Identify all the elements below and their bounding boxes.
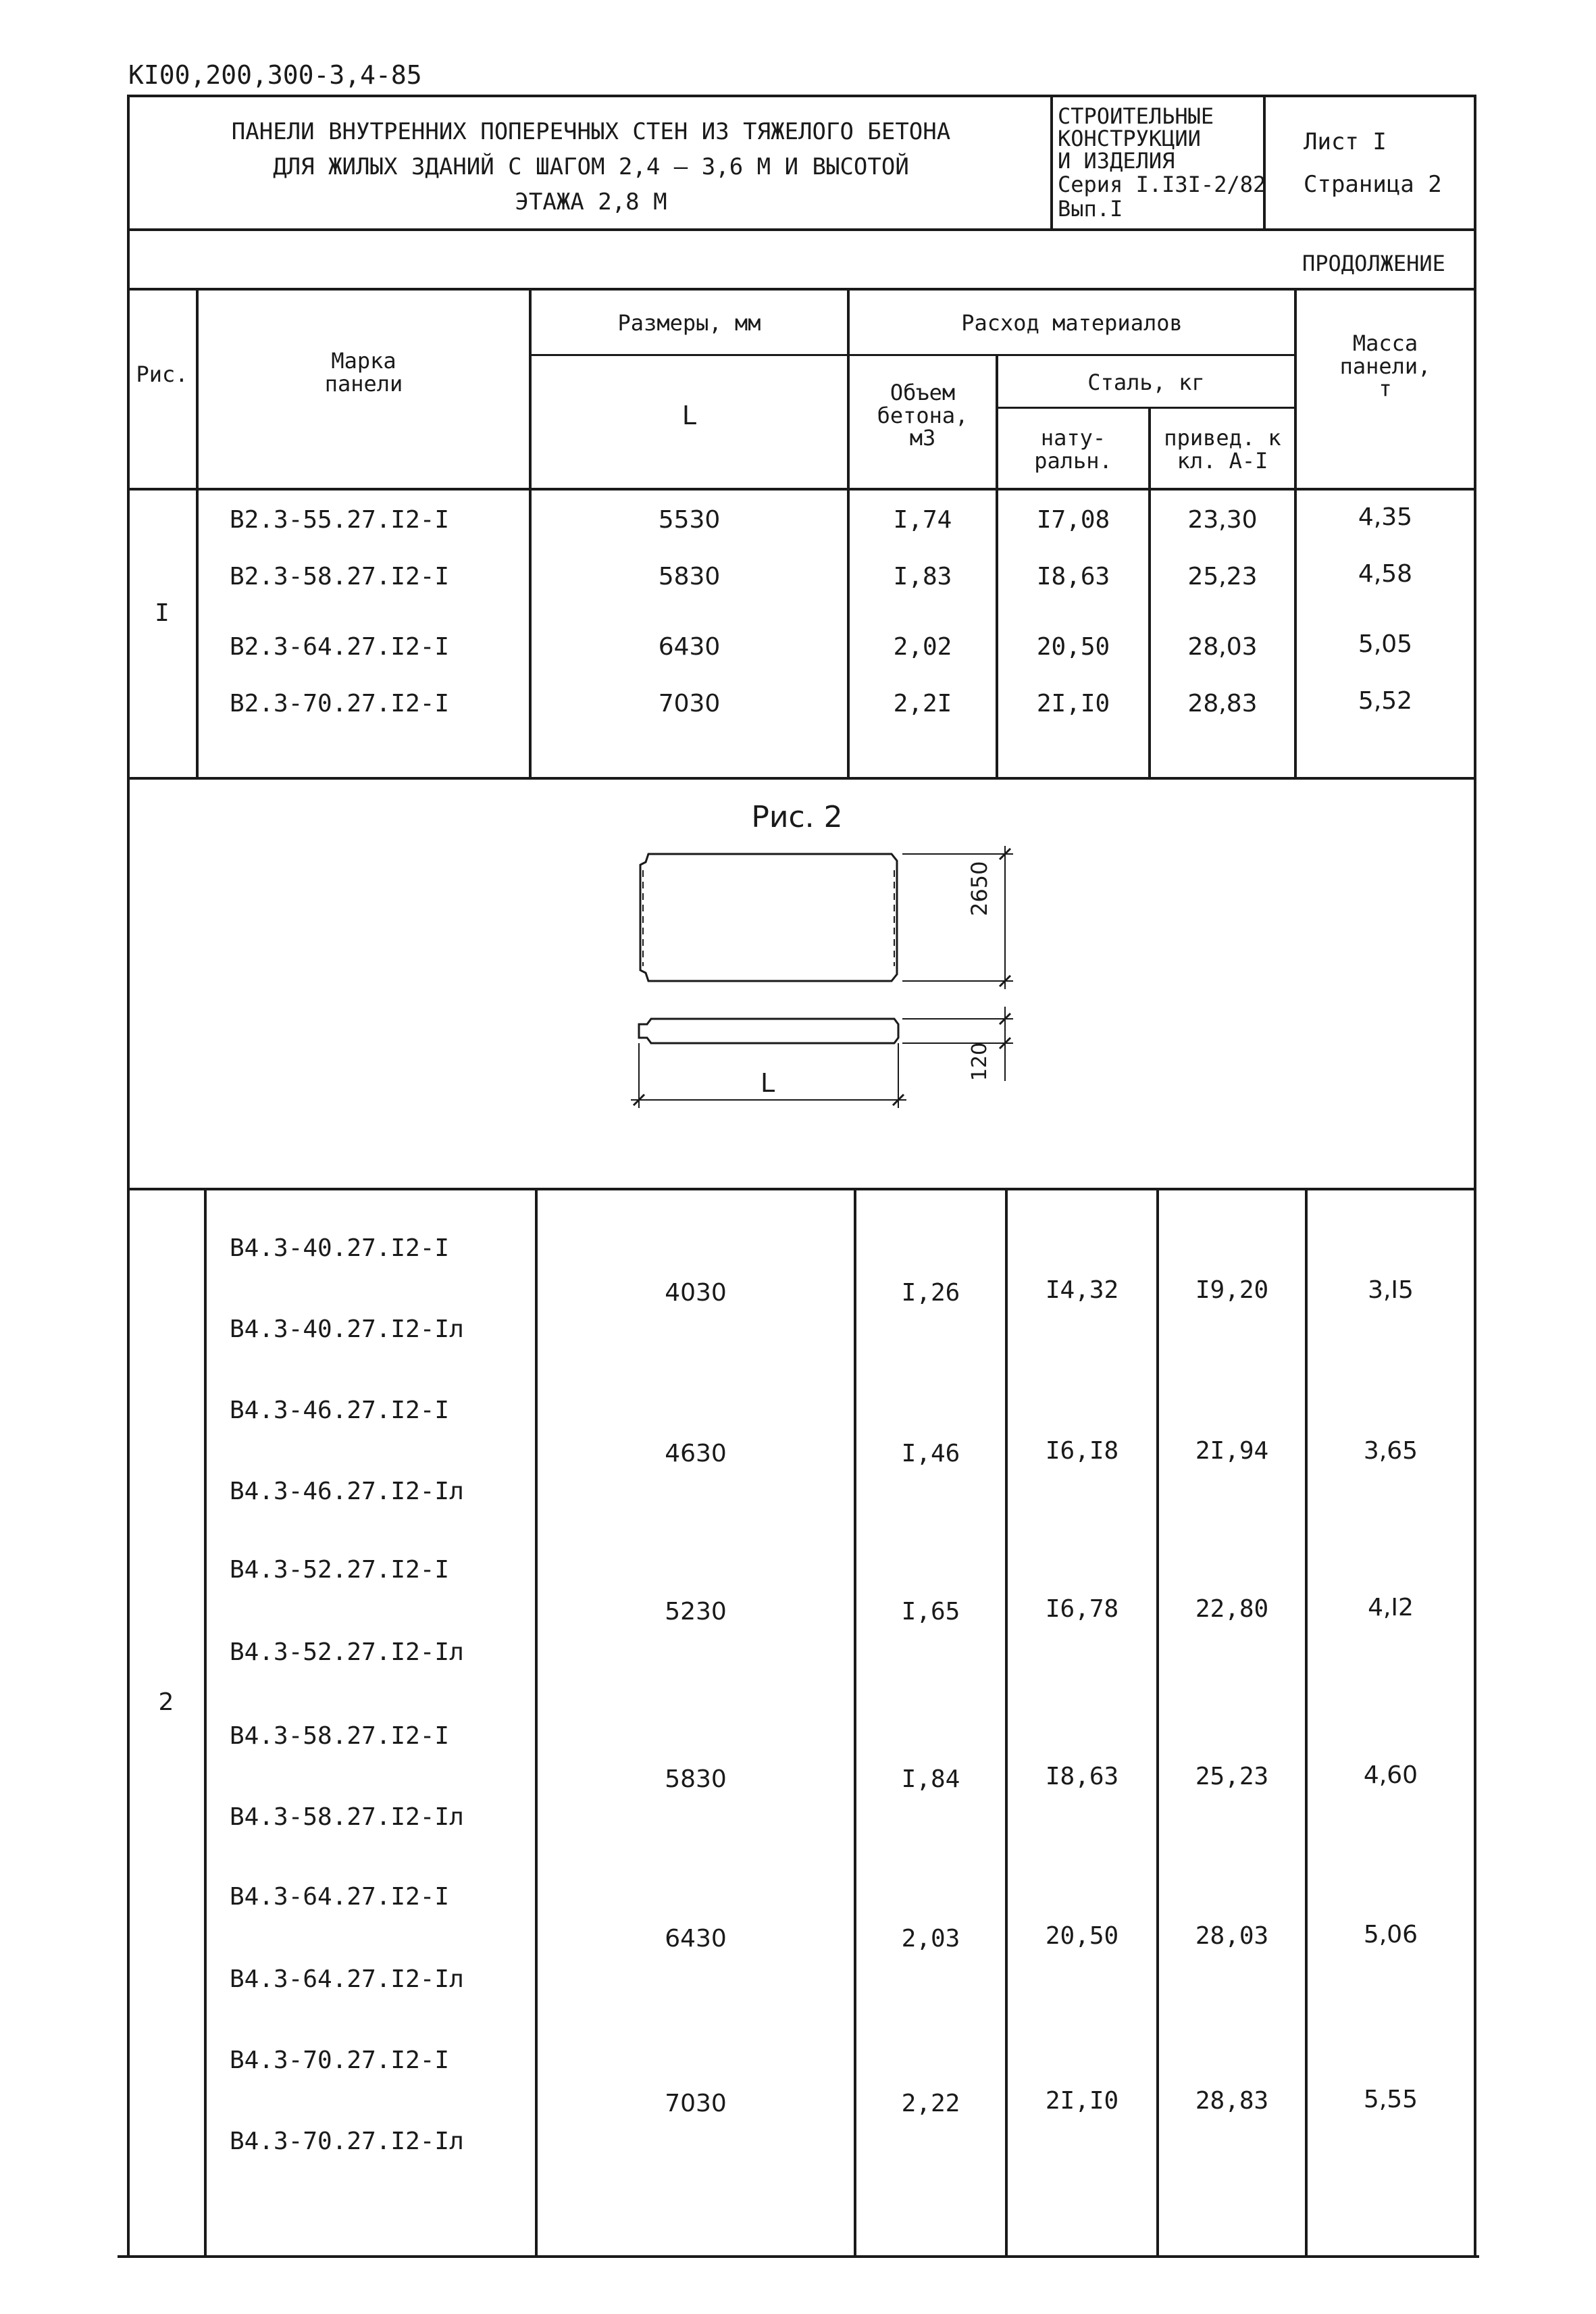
panel-mark: В2.3-58.27.I2-I — [230, 563, 450, 590]
frame-left — [127, 95, 130, 2257]
steel-natural-value: 2I,I0 — [1045, 2087, 1119, 2115]
dimension-height-label: 2650 — [967, 861, 992, 916]
length-value: 6430 — [658, 633, 721, 661]
series-number: Серия I.I3I-2/82 — [1058, 172, 1266, 197]
concrete-value: I,26 — [901, 1279, 960, 1307]
title-line-3: ЭТАЖА 2,8 М — [515, 188, 667, 216]
panel-elevation — [640, 854, 897, 981]
steel-natural-value: 20,50 — [1036, 633, 1110, 661]
panel-mark: В2.3-64.27.I2-I — [230, 633, 450, 661]
steel-reduced-value: 28,03 — [1195, 1922, 1269, 1950]
concrete-value: 2,03 — [901, 1925, 960, 1953]
panel-mark-mirrored: В4.3-64.27.I2-Iл — [230, 1965, 464, 1993]
page-label: Страница 2 — [1304, 171, 1442, 198]
steel-natural-value: I7,08 — [1036, 506, 1110, 534]
header-dims: Размеры, мм — [617, 310, 761, 336]
steel-reduced-value: 25,23 — [1187, 563, 1258, 590]
panel-mark: В4.3-70.27.I2-I — [230, 2046, 450, 2074]
mass-value: 5,05 — [1358, 630, 1413, 658]
concrete-value: I,84 — [901, 1765, 960, 1793]
panel-mark: В2.3-55.27.I2-I — [230, 506, 450, 534]
panel-mark-mirrored: В4.3-40.27.I2-Iл — [230, 1315, 464, 1343]
length-value: 5230 — [665, 1598, 727, 1626]
title-divider-2 — [1263, 95, 1266, 230]
sheet-label: Лист I — [1304, 128, 1387, 155]
group2-fig-number: 2 — [158, 1688, 174, 1716]
concrete-value: 2,2I — [893, 690, 952, 718]
length-value: 5830 — [658, 563, 721, 590]
panel-mark: В4.3-52.27.I2-I — [230, 1556, 450, 1584]
mass-value: 5,52 — [1358, 687, 1413, 715]
panel-section — [639, 1019, 898, 1043]
header-mark: Марка панели — [324, 348, 403, 397]
steel-reduced-value: 28,83 — [1195, 2087, 1269, 2115]
steel-reduced-value: 25,23 — [1195, 1763, 1269, 1790]
title-line-2: ДЛЯ ЖИЛЫХ ЗДАНИЙ С ШАГОМ 2,4 – 3,6 М И ВЫСОТОЙ — [273, 153, 909, 180]
steel-natural-value: I6,I8 — [1045, 1437, 1119, 1465]
frame-top — [127, 95, 1476, 97]
dimension-length-label: L — [761, 1068, 775, 1098]
figure-caption: Рис. 2 — [751, 800, 843, 834]
mass-value: 3,65 — [1363, 1437, 1418, 1465]
panel-mark-mirrored: В4.3-52.27.I2-Iл — [230, 1638, 464, 1666]
length-value: 5530 — [658, 506, 721, 534]
steel-reduced-value: 2I,94 — [1195, 1437, 1269, 1465]
header-length: L — [681, 401, 697, 430]
header-panel-mass: Масса панели, т — [1339, 330, 1431, 402]
frame-right — [1474, 95, 1476, 2257]
steel-natural-value: I4,32 — [1045, 1276, 1119, 1304]
hline-header-bottom — [127, 488, 1476, 491]
dimension-thickness-label: 120 — [968, 1042, 992, 1081]
steel-reduced-value: 28,03 — [1187, 633, 1258, 661]
steel-natural-value: 20,50 — [1045, 1922, 1119, 1950]
steel-natural-value: I6,78 — [1045, 1595, 1119, 1623]
hline-subheader — [529, 354, 1295, 356]
issue-number: Вып.I — [1058, 196, 1123, 222]
group1-fig-number: I — [155, 599, 170, 627]
length-value: 7030 — [658, 690, 721, 718]
panel-mark-mirrored: В4.3-58.27.I2-Iл — [230, 1803, 464, 1831]
vline-fig-g2 — [204, 1188, 207, 2257]
steel-reduced-value: I9,20 — [1195, 1276, 1269, 1304]
header-steel: Сталь, кг — [1087, 370, 1205, 395]
title-divider-1 — [1050, 95, 1053, 230]
hline-group1-bottom — [127, 777, 1476, 780]
header-steel-natural: нату- ральн. — [1034, 425, 1112, 474]
length-value: 4030 — [665, 1279, 727, 1307]
panel-mark: В4.3-58.27.I2-I — [230, 1722, 450, 1750]
header-concrete-volume: Объем бетона, м3 — [877, 380, 969, 451]
steel-natural-value: I8,63 — [1036, 563, 1110, 590]
concrete-value: I,46 — [901, 1440, 960, 1467]
mass-value: 4,35 — [1358, 503, 1413, 531]
length-value: 5830 — [665, 1765, 727, 1793]
length-value: 6430 — [665, 1925, 727, 1953]
concrete-value: 2,02 — [893, 633, 952, 661]
header-materials: Расход материалов — [961, 310, 1183, 336]
hline-steel — [996, 407, 1295, 409]
panel-mark: В2.3-70.27.I2-I — [230, 690, 450, 718]
frame-bottom — [118, 2255, 1479, 2258]
steel-reduced-value: 23,30 — [1187, 506, 1258, 534]
mass-value: 3,I5 — [1368, 1276, 1414, 1304]
title-block-bottom — [127, 228, 1476, 231]
concrete-value: I,74 — [893, 506, 952, 534]
header-fig: Рис. — [136, 361, 188, 387]
mass-value: 4,I2 — [1368, 1594, 1414, 1621]
steel-natural-value: 2I,I0 — [1036, 690, 1110, 718]
steel-reduced-value: 22,80 — [1195, 1595, 1269, 1623]
length-value: 4630 — [665, 1440, 727, 1467]
panel-mark-mirrored: В4.3-46.27.I2-Iл — [230, 1478, 464, 1505]
mass-value: 5,55 — [1363, 2086, 1418, 2113]
series-line-1: СТРОИТЕЛЬНЫЕ — [1058, 103, 1214, 129]
series-line-3: И ИЗДЕЛИЯ — [1058, 148, 1175, 174]
length-value: 7030 — [665, 2090, 727, 2117]
panel-mark: В4.3-40.27.I2-I — [230, 1234, 450, 1262]
hline-figure-bottom — [127, 1188, 1476, 1190]
concrete-value: 2,22 — [901, 2090, 960, 2117]
mass-value: 4,58 — [1358, 560, 1413, 588]
table-top-border — [127, 288, 1476, 291]
panel-mark-mirrored: В4.3-70.27.I2-Iл — [230, 2128, 464, 2155]
concrete-value: I,65 — [901, 1598, 960, 1626]
title-line-1: ПАНЕЛИ ВНУТРЕННИХ ПОПЕРЕЧНЫХ СТЕН ИЗ ТЯЖЕЛОГО БЕТОНА — [231, 118, 951, 145]
steel-natural-value: I8,63 — [1045, 1763, 1119, 1790]
steel-reduced-value: 28,83 — [1187, 690, 1258, 718]
document-code: КI00,200,300-3,4-85 — [128, 60, 422, 90]
panel-mark: В4.3-46.27.I2-I — [230, 1397, 450, 1424]
concrete-value: I,83 — [893, 563, 952, 590]
panel-mark: В4.3-64.27.I2-I — [230, 1883, 450, 1911]
mass-value: 5,06 — [1363, 1921, 1418, 1948]
header-steel-reduced: привед. к кл. А-I — [1164, 425, 1281, 474]
continuation-label: ПРОДОЛЖЕНИЕ — [1302, 251, 1445, 276]
series-line-2: КОНСТРУКЦИИ — [1058, 126, 1201, 151]
mass-value: 4,60 — [1363, 1761, 1418, 1789]
